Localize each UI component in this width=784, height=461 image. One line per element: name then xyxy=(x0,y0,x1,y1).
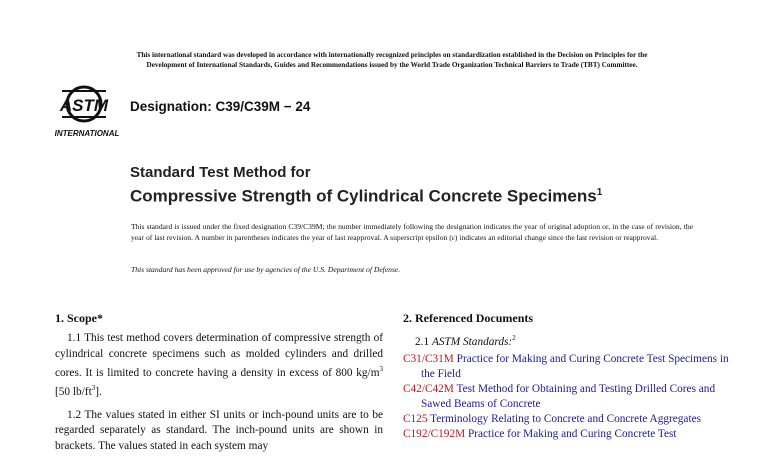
title-line-1: Standard Test Method for xyxy=(130,164,311,181)
reference-title-link[interactable]: Practice for Making and Curing Concrete Test Specimens in the Field xyxy=(421,352,729,380)
reference-item[interactable] xyxy=(403,352,735,382)
notice-line-2: Development of International Standards, Guides and Recommendations issued by the World Trade Organization Technical Barriers to Trade (TBT) Committee. xyxy=(146,61,638,69)
title-line-2-text: Compressive Strength of Cylindrical Concrete Specimens xyxy=(130,186,597,206)
scope-paragraph-1 xyxy=(55,331,383,401)
reference-title-link[interactable]: Terminology Relating to Concrete and Concrete Aggregates xyxy=(427,412,701,425)
notice-line-1: This international standard was developed in accordance with internationally recognized principles on standardization established in the Decision on Principles for the xyxy=(136,51,648,59)
reference-title-link[interactable]: Practice for Making and Curing Concrete Test xyxy=(465,427,677,440)
scope-p1-end: ]. xyxy=(95,386,102,399)
scope-p1-mid: [50 lb/ft xyxy=(55,386,92,399)
referenced-heading: 2. Referenced Documents xyxy=(403,311,534,325)
sub-sup: 2 xyxy=(512,334,516,342)
scope-p1-text: 1.1 This test method covers determination of compressive strength of cylindrical concrete specimens such as molded cylinders and drilled cores. It is limited to concrete having a density in excess of 800 kg/m xyxy=(55,332,383,379)
reference-code-link[interactable]: C125 xyxy=(403,412,428,425)
scope-p1-sup1: 3 xyxy=(379,365,383,373)
reference-item[interactable] xyxy=(403,412,735,427)
sub-title: ASTM Standards: xyxy=(431,335,513,348)
reference-code-link[interactable]: C42/C42M xyxy=(403,382,454,395)
reference-title-link[interactable]: Test Method for Obtaining and Testing Drilled Cores and Sawed Beams of Concrete xyxy=(421,382,716,410)
designation: Designation: C39/C39M − 24 xyxy=(130,99,311,114)
astm-standards-subheading xyxy=(403,331,735,350)
sub-label: 2.1 xyxy=(415,335,432,348)
title-footnote-mark: 1 xyxy=(596,187,603,198)
logo-word: INTERNATIONAL xyxy=(54,129,120,138)
reference-code-link[interactable]: C31/C31M xyxy=(403,352,454,365)
astm-logo xyxy=(54,84,126,140)
scope-paragraph-2: 1.2 The values stated in either SI units or inch-pound units are to be regarded separately as standard. The inch-pound units are shown in brackets. The values stated in each system may xyxy=(55,408,383,452)
scope-p1-sup2: 3 xyxy=(91,384,96,393)
logo-letters: ASTM xyxy=(59,96,109,115)
scope-section xyxy=(55,310,383,461)
referenced-documents-section xyxy=(403,310,735,442)
title-line-2 xyxy=(130,182,602,208)
scope-heading: 1. Scope* xyxy=(55,311,103,325)
issue-note: This standard is issued under the fixed designation C39/C39M; the number immediately following the designation indicates the year of original adoption or, in the case of revision, the year of last revision. A number in parentheses indicates the year of last reapproval. A superscript epsilon (ε) indicates an editorial change since the last revision or reapproval. xyxy=(131,222,693,242)
reference-item[interactable] xyxy=(403,427,735,442)
reference-code-link[interactable]: C192/C192M xyxy=(403,427,466,440)
header-notice xyxy=(40,50,744,70)
document-title xyxy=(130,163,602,208)
approval-note: This standard has been approved for use by agencies of the U.S. Department of Defense. xyxy=(131,265,401,274)
reference-item[interactable] xyxy=(403,382,735,412)
